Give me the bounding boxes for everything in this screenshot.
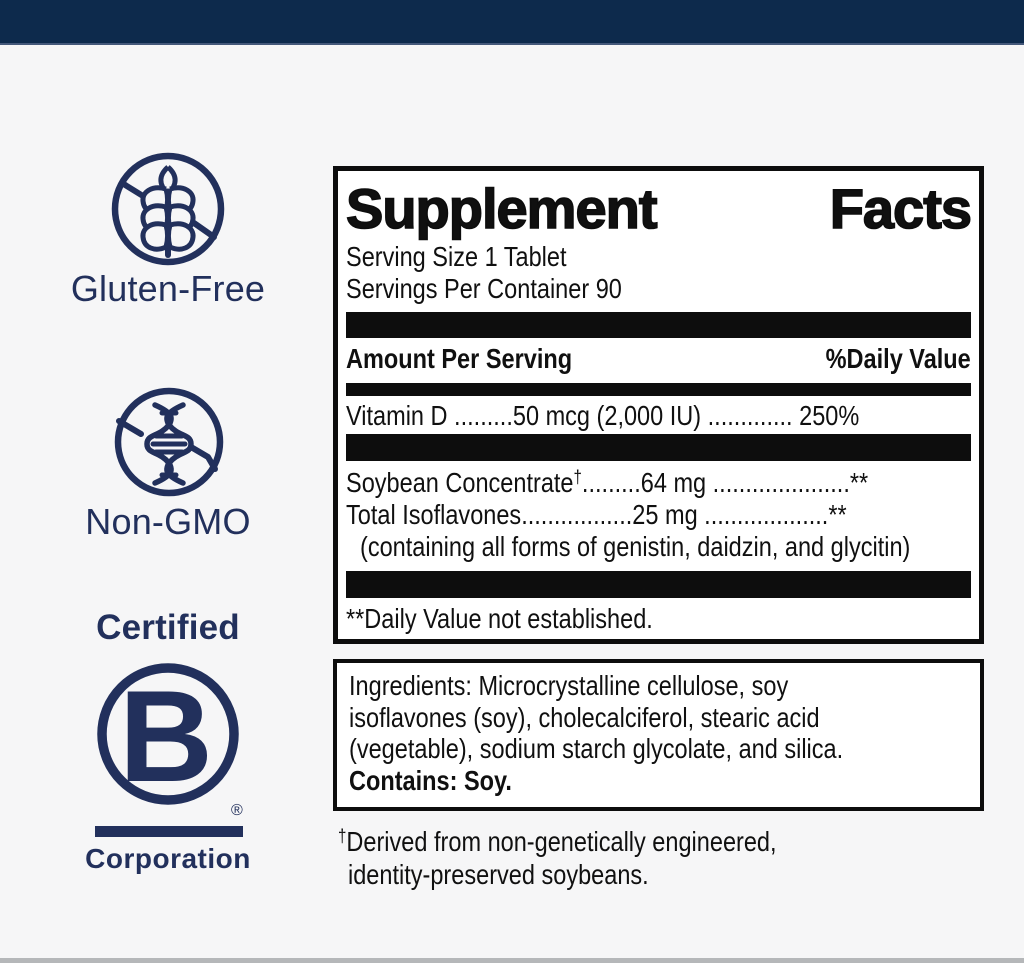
ingredients-box: [333, 659, 984, 811]
b-corp-logo-icon: [93, 659, 243, 809]
gluten-free-label: Gluten-Free: [70, 268, 266, 309]
servings-per-container-line: Servings Per Container 90: [346, 272, 622, 304]
serving-size-line: Serving Size 1 Tablet: [346, 241, 567, 272]
b-corp-certified-label: Certified: [96, 608, 240, 647]
bottom-edge-line: [0, 958, 1024, 963]
title-word-facts: Facts: [829, 177, 971, 240]
thin-separator-bar: [346, 383, 971, 396]
top-navy-bar: [0, 0, 1024, 45]
daily-value-footnote: **Daily Value not established.: [346, 603, 653, 634]
b-corp-corporation-label: Corporation: [85, 843, 251, 874]
b-corp-underline-bar: [95, 826, 243, 837]
supplement-facts-title: [346, 179, 971, 241]
non-gmo-label: Non-GMO: [85, 501, 251, 542]
amount-per-serving-label: Amount Per Serving: [346, 343, 573, 374]
contains-line: Contains: Soy.: [349, 764, 512, 796]
daily-value-label: %Daily Value: [825, 343, 971, 374]
footnote-line-1: †Derived from non-genetically engineered,: [338, 826, 777, 857]
column-header-row: [346, 342, 971, 376]
dv-asterisks: **: [849, 467, 869, 498]
thick-separator-bar: [346, 434, 971, 461]
vitamin-d-row: Vitamin D .........50 mcg (2,000 IU) ............. 250%: [346, 400, 860, 431]
dv-asterisks: **: [828, 499, 847, 530]
containing-note: (containing all forms of genistin, daidzin, and glycitin): [360, 531, 911, 562]
svg-text:B: B: [119, 663, 213, 809]
title-word-supplement: Supplement: [346, 177, 657, 240]
ingredients-line: isoflavones (soy), cholecalciferol, stearic acid: [349, 701, 820, 733]
non-gmo-icon: [110, 383, 228, 501]
footnote-line-2: identity-preserved soybeans.: [348, 859, 649, 890]
dagger-symbol: †: [573, 467, 582, 487]
thick-separator-bar: [346, 312, 971, 338]
supplement-facts-panel: [333, 166, 984, 644]
total-isoflavones-row: Total Isoflavones.................25 mg ...................**: [346, 499, 847, 530]
gluten-free-icon: [106, 147, 230, 271]
dagger-footnote: [338, 820, 860, 891]
registered-trademark-icon: ®: [231, 802, 243, 819]
ingredients-line: Ingredients: Microcrystalline cellulose, soy: [349, 670, 789, 701]
soybean-concentrate-row: Soybean Concentrate†.........64 mg .....................**: [346, 467, 869, 498]
dagger-symbol: †: [338, 826, 347, 846]
ingredients-line: (vegetable), sodium starch glycolate, and silica.: [349, 733, 844, 764]
thick-separator-bar: [346, 571, 971, 598]
